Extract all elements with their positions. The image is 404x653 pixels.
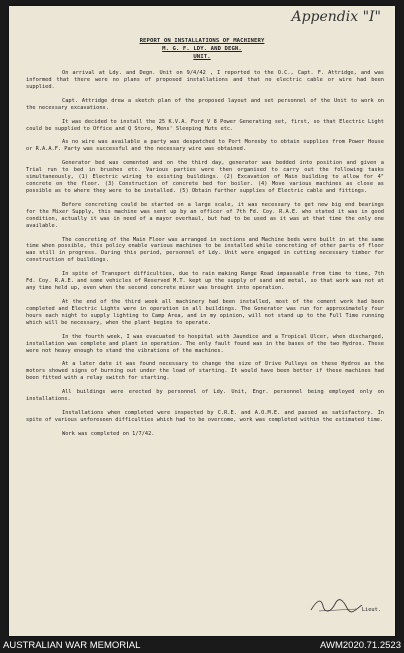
- paragraph: Before concreting could be started on a large scale, it was necessary to get new big end bearings for the Mixer Supply, this machine was sent up by an officer of 7th Fd. Coy. R.A.E. who stated it was in good condition, actually it was in need of a mayor overhaul, but had to be used as it was at that time the only one available.: [26, 201, 384, 229]
- paragraph: In the fourth week, I was evacuated to hospital with Jaundice and a Tropical Ulcer, when discharged, installation was complete and plant in operation. The only fault found was in the bases of the two Hydros. These were not heavy enough to stand the vibrations of the machines.: [26, 333, 384, 354]
- paragraph: As no wire was available a party was despatched to Port Moresby to obtain supplies from Power House or R.A.A.F. Party was successful and the necessary wire was obtained.: [26, 139, 384, 153]
- paragraph: Generator bed was cemented and on the third day, generator was bedded into position and given a Trial run to bed in brushes etc. Various parties were then organised to carry out the following tasks simultaneously, (1) Electric wiring to existing buildings. (2) Excavation of Main building to allow for 4" concrete on the floor. (3) Construction of concrete bed for boiler. (4) Move various machines as close as possible as to where they were to be installed. (5) Obtain further supplies of Electric cable and fittings.: [26, 160, 384, 194]
- paragraph: At the end of the third week all machinery had been installed, most of the cement work had been completed and Electric Lights were in operation in all buildings. The Generator was run for approximately four hours each night to supply lighting to Camp Area, and in my opinion, will not stand up to the Full Time running which will be necessary, when the plant begins to operate.: [26, 298, 384, 326]
- paragraph: On arrival at Ldy. and Degn. Unit on 9/4/42 , I reported to the O.C., Capt. F. Attridge, and was informed that there were no plans of proposed installations and that no electric cable or wire had been supplied.: [26, 70, 384, 90]
- paragraph: Work was completed on 1/7/42.: [62, 430, 155, 437]
- title-line-3: UNIT.: [193, 54, 211, 60]
- archive-reference: AWM2020.71.2523: [320, 640, 401, 651]
- paragraph: All buildings were erected by personnel of Ldy. Unit, Engr. personnel being employed only on installations.: [26, 389, 384, 403]
- title-line-2: M. G. F. LDY. AND DEGN.: [162, 46, 242, 52]
- archive-footer: [0, 640, 404, 653]
- report-body: [26, 70, 384, 445]
- title-line-1: REPORT ON INSTALLATIONS OF MACHINERY: [139, 38, 265, 44]
- appendix-annotation: Appendix "I": [291, 9, 381, 25]
- document-page: [9, 6, 395, 636]
- signoff-rank: Lieut.: [361, 607, 381, 613]
- paragraph: Installations when completed were inspected by C.R.E. and A.O.M.E. and passed as satisfactory. In spite of various unforeseen difficulties which had to be overcome, work was completed within the estimated time.: [26, 409, 384, 423]
- paragraph: Capt. Attridge drew a sketch plan of the proposed layout and set personnel of the Unit to work on the necessary excavations.: [26, 97, 384, 111]
- handwritten-signature: [309, 596, 364, 614]
- paragraph: It was decided to install the 25 K.V.A. Ford V 8 Power Generating set, first, so that Electric Light could be supplied to Office and Q Store, Mens' Sleeping Huts etc.: [26, 118, 384, 132]
- paragraph: At a later date it was found necessary to change the size of Drive Pulleys on these Hydros as the motors showed signs of burning out under the load of starting. It would have been better if these machines had been fitted with a relay switch for starting.: [26, 361, 384, 382]
- report-title: [9, 37, 395, 61]
- paragraph: The concreting of the Main Floor was arranged in sections and Machine beds were built in at the same time when possible, this policy enable various machines to be installed while concreting of other parts of floor was still in progress. During this period, personnel of Ldy. Unit were engaged in cutting necessary timber for construction of buildings.: [26, 236, 384, 264]
- paragraph: In spite of Transport difficulties, due to rain making Range Road impassable from time to time, 7th Fd. Coy. R.A.E. and some vehicles of Reserved M.T. kept up the supply of sand and metal, so that work was not at any time held up, even when the second concrete mixer was brought into operation.: [26, 271, 384, 292]
- archive-name: AUSTRALIAN WAR MEMORIAL: [3, 640, 141, 651]
